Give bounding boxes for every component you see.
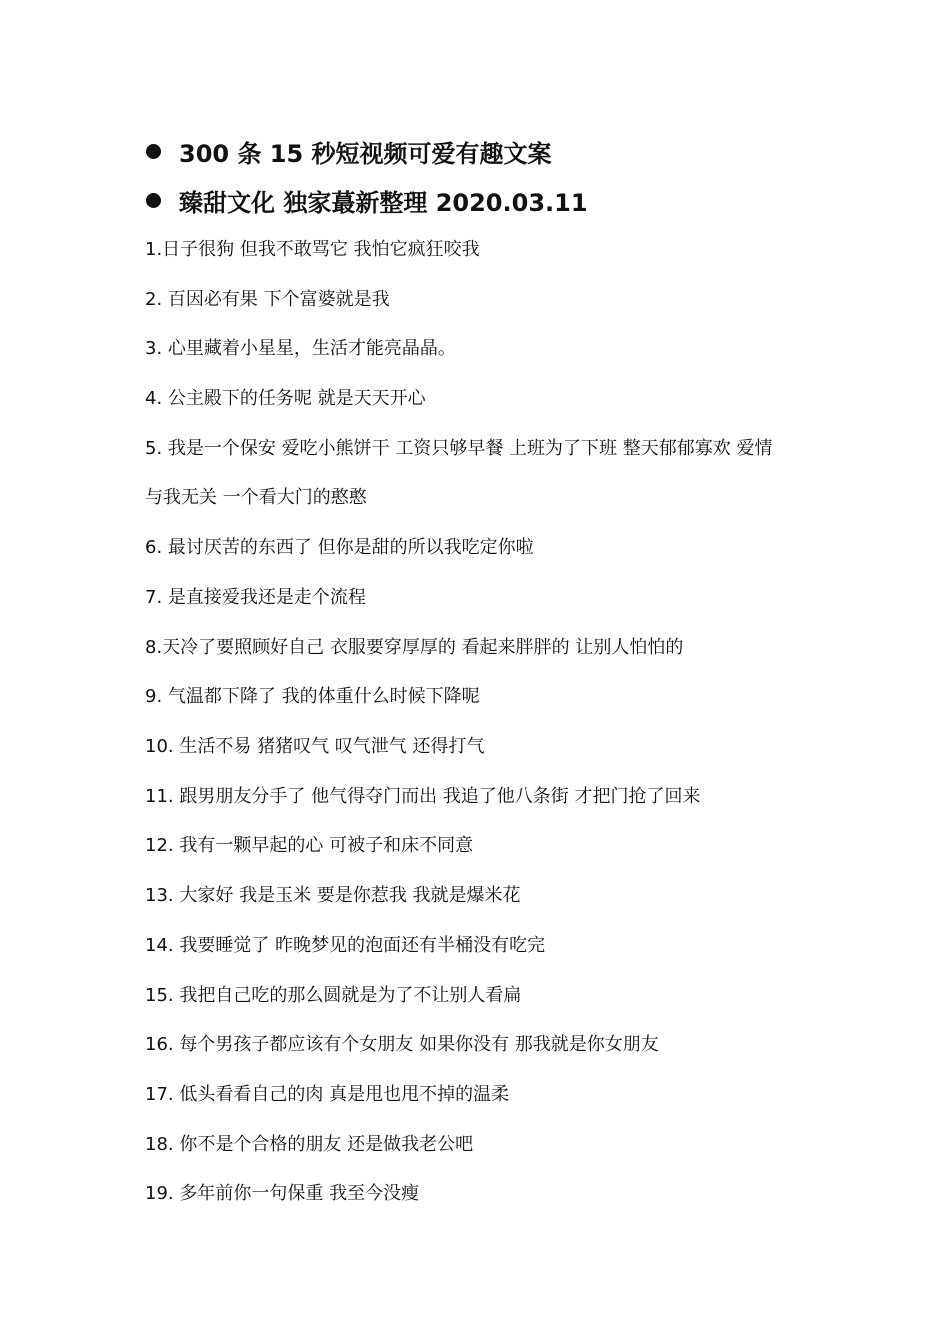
text-line: 18. 你不是个合格的朋友 还是做我老公吧	[145, 1134, 474, 1155]
text-line: 9. 气温都下降了 我的体重什么时候下降呢	[145, 686, 480, 707]
text-line: 5. 我是一个保安 爱吃小熊饼干 工资只够早餐 上班为了下班 整天郁郁寡欢 爱情	[145, 438, 773, 459]
text-line: 11. 跟男朋友分手了 他气得夺门而出 我追了他八条街 才把门抢了回来	[145, 786, 701, 807]
text-line: 4. 公主殿下的任务呢 就是天天开心	[145, 388, 426, 409]
text-line: 与我无关 一个看大门的憨憨	[145, 487, 367, 508]
text-line: 14. 我要睡觉了 昨晚梦见的泡面还有半桶没有吃完	[145, 935, 546, 956]
text-line: 10. 生活不易 猪猪叹气 叹气泄气 还得打气	[145, 736, 485, 757]
text-line: 2. 百因必有果 下个富婆就是我	[145, 289, 390, 310]
text-line: 1.日子很狗 但我不敢骂它 我怕它疯狂咬我	[145, 239, 480, 260]
subtitle-text: 臻甜文化 独家蕞新整理 2020.03.11	[179, 188, 588, 217]
text-line: 16. 每个男孩子都应该有个女朋友 如果你没有 那我就是你女朋友	[145, 1034, 659, 1055]
title-text: 300 条 15 秒短视频可爱有趣文案	[179, 139, 552, 168]
bullet-dot-icon	[146, 193, 161, 208]
text-line: 19. 多年前你一句保重 我至今没瘦	[145, 1183, 420, 1204]
text-line: 17. 低头看看自己的肉 真是甩也甩不掉的温柔	[145, 1084, 510, 1105]
text-line: 3. 心里藏着小星星，生活才能亮晶晶。	[145, 338, 456, 359]
text-line: 15. 我把自己吃的那么圆就是为了不让别人看扁	[145, 985, 522, 1006]
text-line: 12. 我有一颗早起的心 可被子和床不同意	[145, 835, 474, 856]
text-line: 13. 大家好 我是玉米 要是你惹我 我就是爆米花	[145, 885, 521, 906]
document-title	[146, 134, 552, 168]
text-line: 7. 是直接爱我还是走个流程	[145, 587, 366, 608]
document-subtitle	[146, 183, 588, 217]
text-line: 6. 最讨厌苦的东西了 但你是甜的所以我吃定你啦	[145, 537, 534, 558]
text-line: 8.天冷了要照顾好自己 衣服要穿厚厚的 看起来胖胖的 让别人怕怕的	[145, 637, 684, 658]
bullet-dot-icon	[146, 144, 161, 159]
